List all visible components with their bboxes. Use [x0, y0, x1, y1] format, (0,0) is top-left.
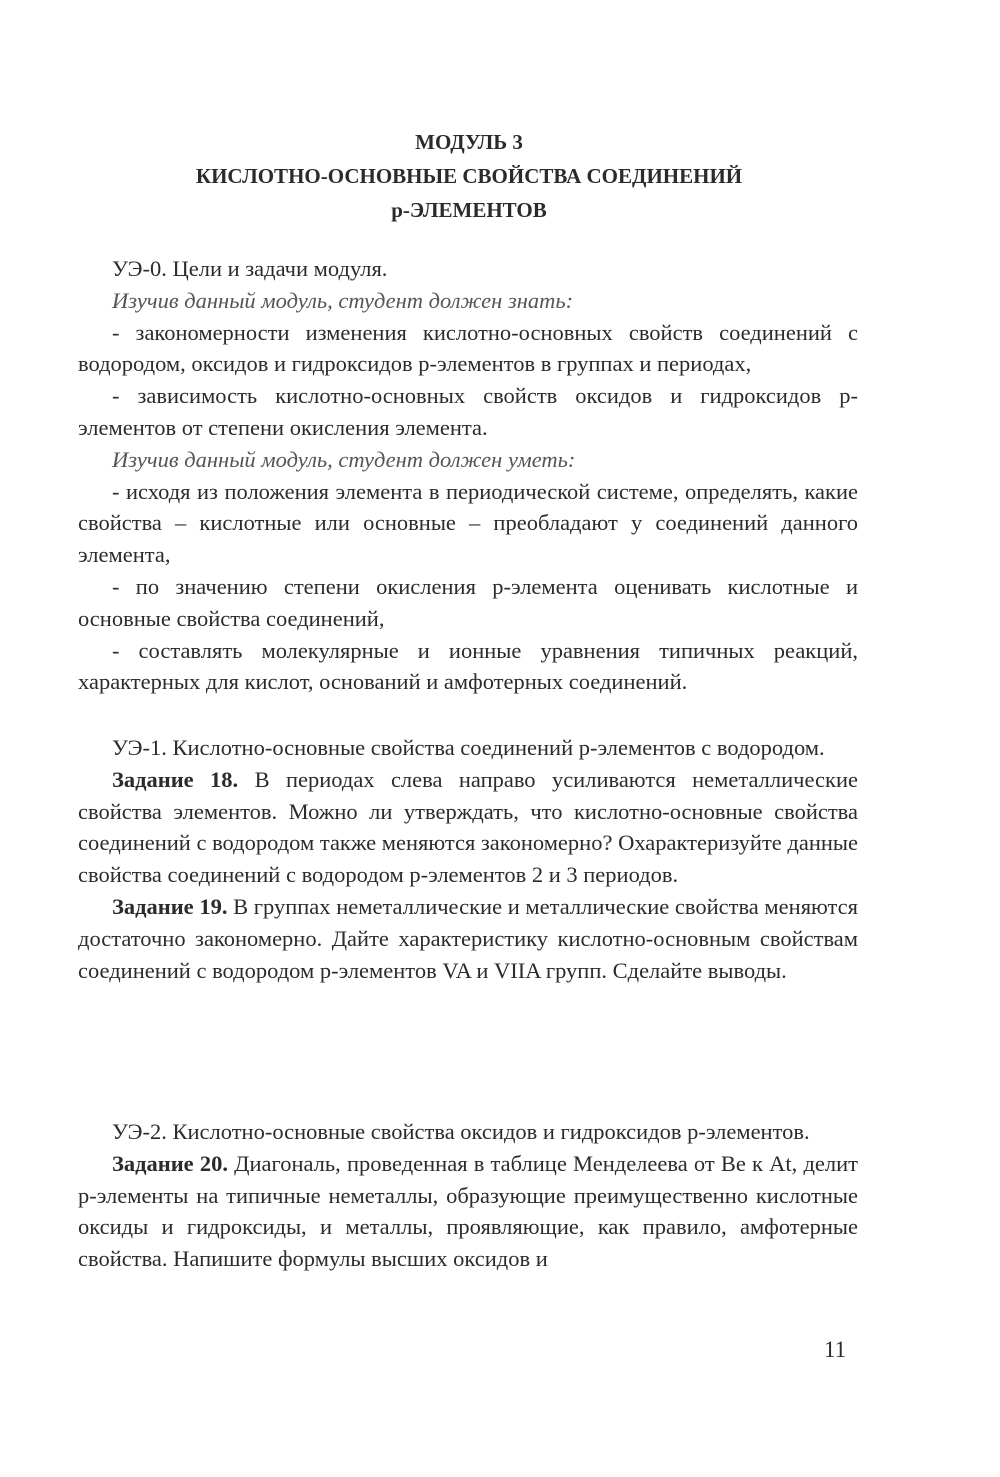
ue0-can-item: - исходя из положения элемента в периодической системе, определять, какие свойства – кислотные или основные – преобладают у соединений данного элемента, — [78, 478, 858, 568]
task-18-text: В периодах слева направо усиливаются неметаллические свойства элементов. Можно ли утверждать, что кислотно-основные свойства соединений с водородом также меняются закономерно? Охарактеризуйте данные свойства соединений с водородом p-элементов 2 и 3 периодов. — [78, 766, 859, 888]
ue0-can-intro: Изучив данный модуль, студент должен уметь: — [112, 446, 576, 472]
ue0-know-intro: Изучив данный модуль, студент должен знать: — [112, 287, 574, 313]
module-heading — [80, 126, 858, 228]
page-number: 11 — [824, 1337, 847, 1362]
task-19 — [78, 891, 858, 986]
ue1-section — [78, 732, 858, 986]
task-20-label: Задание 20. — [112, 1150, 228, 1176]
task-19-label: Задание 19. — [112, 893, 228, 919]
task-18-label: Задание 18. — [112, 766, 239, 792]
task-19-text: В группах неметаллические и металлические свойства меняются достаточно закономерно. Дайте характеристику кислотно-основным свойствам соединений с водородом p-элементов VA и VIIA групп. Сделайте выводы. — [78, 893, 858, 983]
ue0-know-item: - зависимость кислотно-основных свойств оксидов и гидроксидов p-элементов от степени окисления элемента. — [78, 383, 858, 440]
ue0-can-item: - по значению степени окисления p-элемента оценивать кислотные и основные свойства соединений, — [78, 573, 858, 631]
task-20 — [78, 1148, 858, 1275]
ue2-section — [78, 1116, 858, 1275]
heading-line-title: КИСЛОТНО-ОСНОВНЫЕ СВОЙСТВА СОЕДИНЕНИЙ — [195, 164, 743, 188]
heading-line-subtitle: p-ЭЛЕМЕНТОВ — [391, 198, 547, 222]
ue1-title: УЭ-1. Кислотно-основные свойства соединений p-элементов с водородом. — [112, 735, 825, 760]
task-20-text: Диагональ, проведенная в таблице Менделеева от Be к At, делит p-элементы на типичные неметаллы, образующие преимущественно кислотные оксиды и гидроксиды, и металлы, проявляющие, как правило, амфотерные свойства. Напишите формулы высших оксидов и — [78, 1150, 858, 1272]
task-18 — [78, 764, 858, 891]
ue0-know-item: - закономерности изменения кислотно-основных свойств соединений с водородом, оксидов и гидроксидов p-элементов в группах и периодах, — [78, 319, 858, 377]
ue0-title: УЭ-0. Цели и задачи модуля. — [112, 256, 388, 281]
heading-line-module: МОДУЛЬ 3 — [415, 130, 523, 154]
ue0-section — [78, 253, 858, 698]
ue2-title: УЭ-2. Кислотно-основные свойства оксидов и гидроксидов p-элементов. — [112, 1119, 810, 1144]
ue0-can-item: - составлять молекулярные и ионные уравнения типичных реакций, характерных для кислот, оснований и амфотерных соединений. — [78, 637, 858, 695]
